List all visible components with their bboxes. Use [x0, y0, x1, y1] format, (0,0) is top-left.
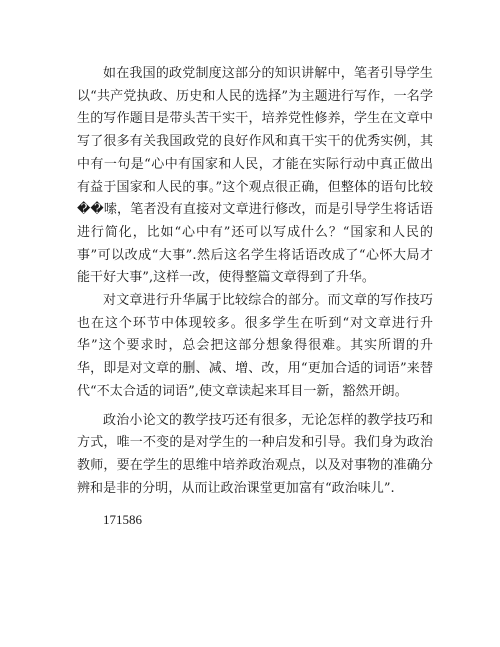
document-code: 171586	[103, 512, 142, 528]
paragraph-2: 对文章进行升华属于比较综合的部分。而文章的写作技巧也在这个环节中体现较多。很多学生在听到“对文章进行升华”这个要求时，总会把这部分想象得很难。其实所谓的升华，即是对文章的删、减、增、改，用“更加合适的词语”来替代“不太合适的词语”,使文章读起来耳目一新，豁然开朗。	[77, 293, 433, 399]
paragraph-1: 如在我国的政党制度这部分的知识讲解中，笔者引导学生以“共产党执政、历史和人民的选择”为主题进行写作，一名学生的写作题目是带头苦干实干，培养党性修养，学生在文章中写了很多有关我国政党的良好作风和真干实干的优秀实例，其中有一句是“心中有国家和人民，才能在实际行动中真正做出有益于国家和人民的事。”这个观点很正确，但整体的语句比较��嗦，笔者没有直接对文章进行修改，而是引导学生将话语进行简化，比如“心中有”还可以写成什么？“国家和人民的事”可以改成“大事”.然后这名学生将话语改成了“心怀大局才能干好大事”,这样一改，使得整篇文章得到了升华。	[77, 66, 433, 286]
document-page	[77, 63, 433, 531]
paragraph-3: 政治小论文的教学技巧还有很多，无论怎样的教学技巧和方式，唯一不变的是对学生的一种启发和引导。我们身为政治教师，要在学生的思维中培养政治观点，以及对事物的准确分辨和是非的分明，从而让政治课堂更加富有“政治味儿”.	[77, 412, 433, 496]
